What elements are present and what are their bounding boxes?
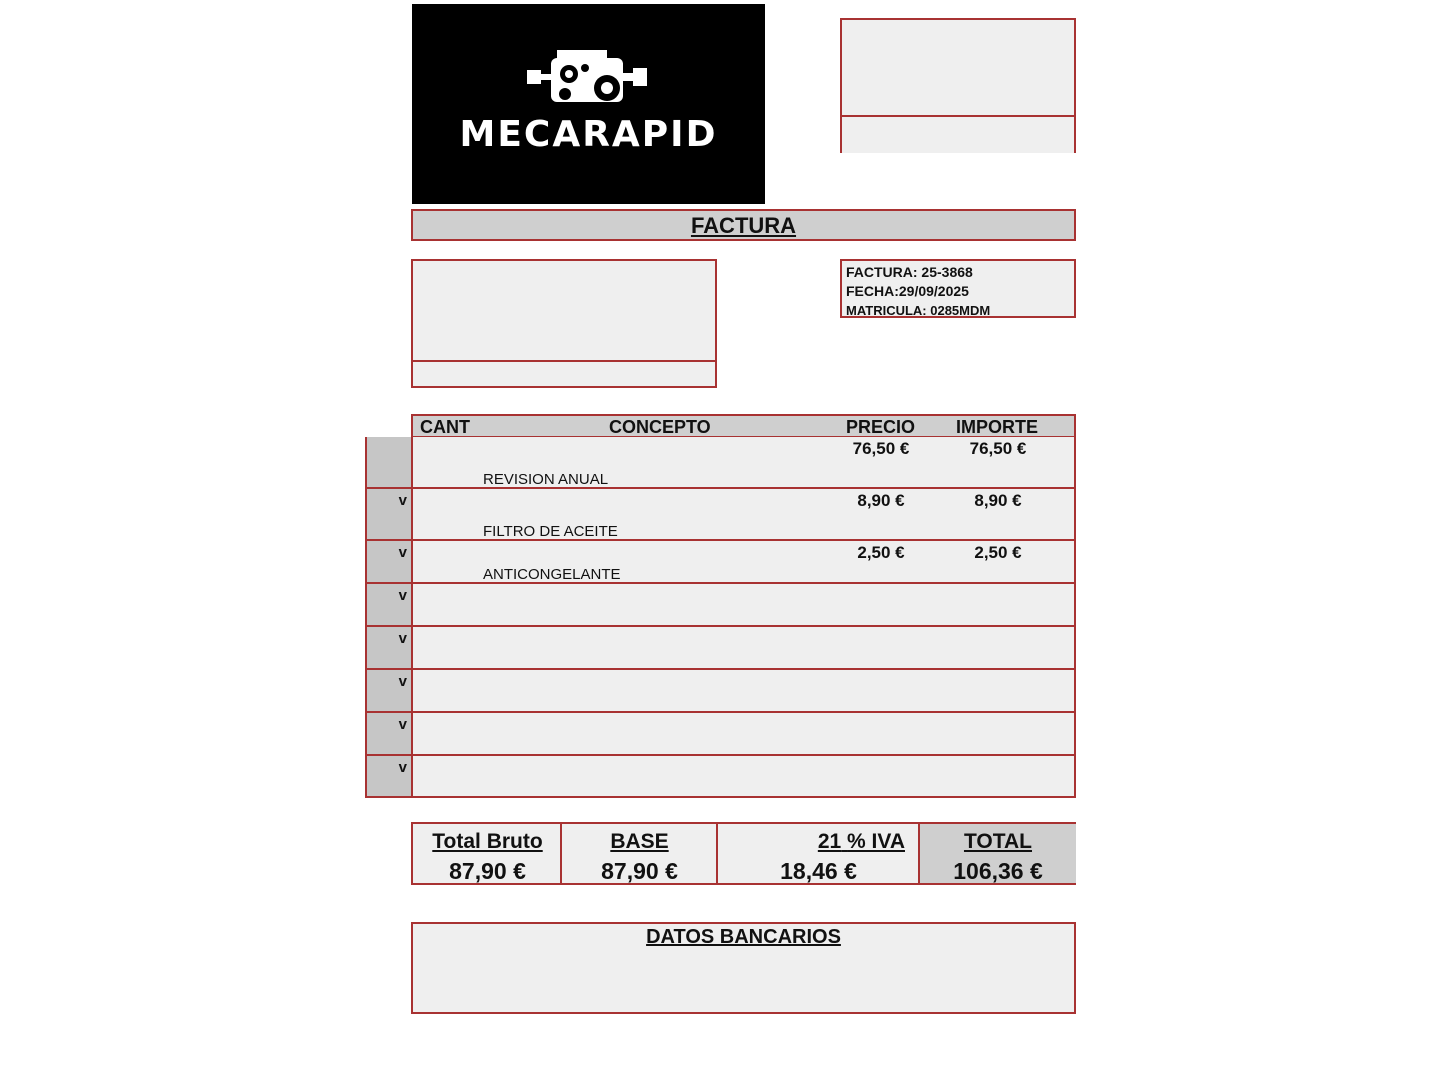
divider xyxy=(367,582,413,584)
divider xyxy=(367,711,413,713)
divider xyxy=(413,668,1074,670)
divider xyxy=(367,754,413,756)
row-amount: 8,90 € xyxy=(974,491,1022,510)
iva-rate: 21 xyxy=(817,830,842,853)
iva-label: % IVA xyxy=(847,830,905,853)
row-amount: 76,50 € xyxy=(969,439,1027,458)
invoice-date: FECHA:29/09/2025 xyxy=(846,283,969,299)
total-bruto-cell xyxy=(413,824,562,883)
row-marker-gutter xyxy=(365,437,411,798)
divider xyxy=(367,668,413,670)
row-marker: v xyxy=(398,716,407,733)
total-bruto-value: 87,90 € xyxy=(449,858,526,884)
divider xyxy=(367,539,413,541)
row-marker: v xyxy=(398,587,407,604)
company-info-box xyxy=(840,18,1076,153)
invoice-meta-box xyxy=(840,259,1076,318)
header-precio: PRECIO xyxy=(846,417,916,437)
divider xyxy=(367,487,413,489)
base-cell xyxy=(560,824,717,883)
base-label: BASE xyxy=(610,830,669,853)
header-concepto: CONCEPTO xyxy=(609,417,711,437)
iva-cell xyxy=(716,824,919,883)
line-items-table xyxy=(411,437,1076,798)
row-price: 2,50 € xyxy=(857,543,905,562)
total-cell xyxy=(918,824,1076,883)
header-importe: IMPORTE xyxy=(956,417,1039,437)
row-concept: ANTICONGELANTE xyxy=(483,566,621,583)
row-price: 8,90 € xyxy=(857,491,905,510)
divider xyxy=(413,711,1074,713)
row-marker: v xyxy=(398,492,407,509)
row-concept: REVISION ANUAL xyxy=(483,471,609,488)
iva-label-line xyxy=(718,830,919,854)
row-marker: v xyxy=(398,759,407,776)
divider xyxy=(413,754,1074,756)
total-bruto-label: Total Bruto xyxy=(432,830,543,853)
total-value: 106,36 € xyxy=(953,858,1043,884)
row-marker: v xyxy=(398,673,407,690)
row-amount: 2,50 € xyxy=(974,543,1022,562)
license-plate: MATRICULA: 0285MDM xyxy=(846,303,991,318)
divider xyxy=(413,625,1074,627)
row-marker: v xyxy=(398,630,407,647)
divider xyxy=(842,115,1074,117)
brand-name: MECARAPID xyxy=(459,114,718,155)
divider xyxy=(413,360,715,362)
client-info-box xyxy=(411,259,717,388)
divider xyxy=(367,625,413,627)
invoice-number: FACTURA: 25-3868 xyxy=(846,264,973,280)
table-header xyxy=(411,414,1076,438)
totals-box xyxy=(411,822,1076,885)
row-marker: v xyxy=(398,544,407,561)
row-concept: FILTRO DE ACEITE xyxy=(483,523,618,540)
invoice-title: FACTURA xyxy=(690,213,797,238)
total-label: TOTAL xyxy=(963,830,1033,853)
base-value: 87,90 € xyxy=(601,858,678,884)
bank-details-box xyxy=(411,922,1076,1014)
invoice-title-bar xyxy=(411,209,1076,241)
row-price: 76,50 € xyxy=(852,439,910,458)
header-cant: CANT xyxy=(420,417,470,437)
engine-icon xyxy=(525,48,650,108)
iva-value: 18,46 € xyxy=(780,858,857,884)
bank-details-title: DATOS BANCARIOS xyxy=(646,926,841,948)
